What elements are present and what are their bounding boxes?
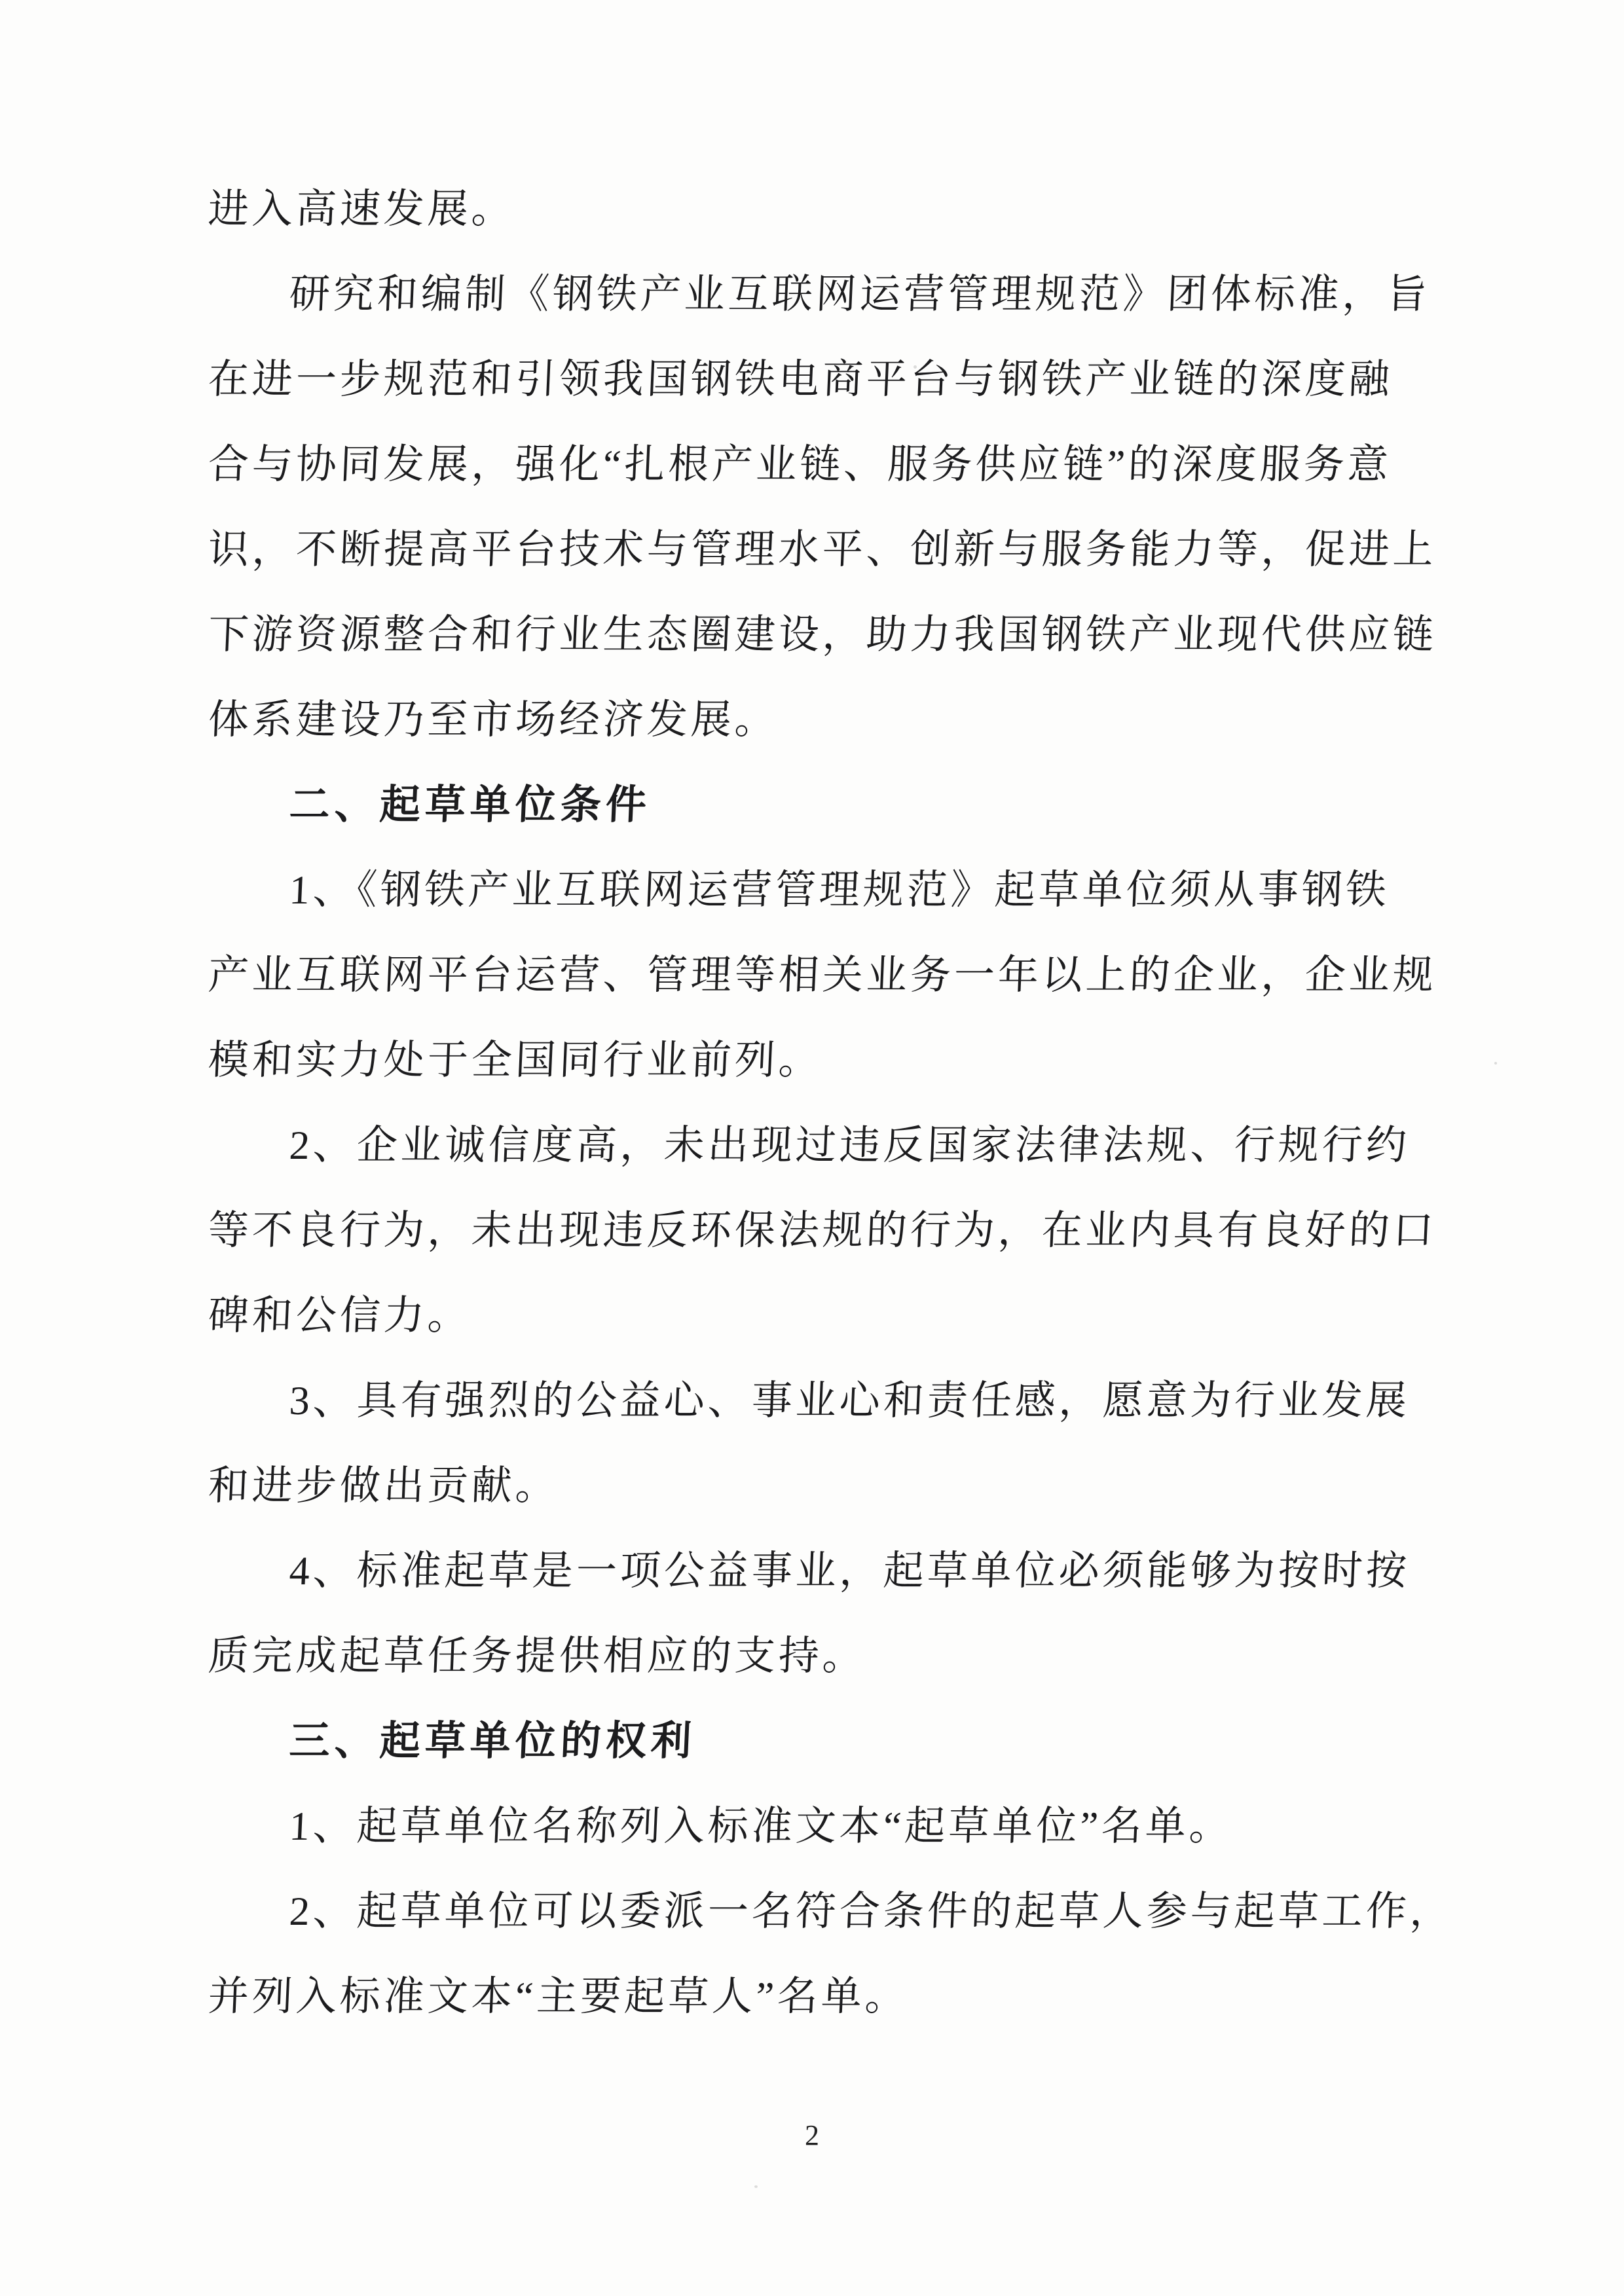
scan-speck — [420, 1889, 423, 1892]
list-item-2: 2、企业诚信度高，未出现过违反国家法律法规、行规行约 — [288, 1123, 1411, 1168]
paragraph-start: 研究和编制《钢铁产业互联网运营管理规范》团体标准，旨 — [288, 272, 1431, 317]
text-line: 合与协同发展，强化“扎根产业链、服务供应链”的深度服务意 — [207, 443, 1393, 487]
section-heading-2: 二、起草单位条件 — [288, 782, 652, 828]
text-line: 体系建设乃至市场经济发展。 — [207, 698, 780, 742]
text-line: 进入高速发展。 — [207, 187, 517, 232]
list-item-2: 2、起草单位可以委派一名符合条件的起草人参与起草工作， — [288, 1889, 1455, 1934]
list-item-1: 1、《钢铁产业互联网运营管理规范》起草单位须从事钢铁 — [288, 868, 1391, 913]
scan-speck — [754, 2185, 758, 2188]
text-line: 产业互联网平台运营、管理等相关业务一年以上的企业，企业规 — [207, 953, 1438, 998]
text-line: 模和实力处于全国同行业前列。 — [207, 1038, 824, 1083]
scan-speck — [1494, 1062, 1497, 1065]
text-line: 在进一步规范和引领我国钢铁电商平台与钢铁产业链的深度融 — [207, 357, 1394, 402]
section-heading-3: 三、起草单位的权利 — [288, 1719, 697, 1764]
document-body — [206, 167, 1455, 2039]
scan-speck — [913, 365, 917, 369]
list-item-4: 4、标准起草是一项公益事业，起草单位必须能够为按时按 — [288, 1549, 1411, 1594]
text-line: 并列入标准文本“主要起草人”名单。 — [207, 1975, 910, 2019]
text-line: 下游资源整合和行业生态圈建设，助力我国钢铁产业现代供应链 — [207, 613, 1438, 657]
list-item-1: 1、起草单位名称列入标准文本“起草单位”名单。 — [288, 1804, 1234, 1849]
text-line: 和进步做出贡献。 — [207, 1464, 561, 1508]
text-line: 碑和公信力。 — [207, 1294, 473, 1338]
page-number: 2 — [805, 2119, 819, 2151]
list-item-3: 3、具有强烈的公益心、事业心和责任感，愿意为行业发展 — [288, 1379, 1411, 1423]
text-line: 识，不断提高平台技术与管理水平、创新与服务能力等，促进上 — [207, 528, 1438, 572]
text-line: 等不良行为，未出现违反环保法规的行为，在业内具有良好的口 — [207, 1209, 1438, 1253]
text-line: 质完成起草任务提供相应的支持。 — [207, 1634, 868, 1679]
